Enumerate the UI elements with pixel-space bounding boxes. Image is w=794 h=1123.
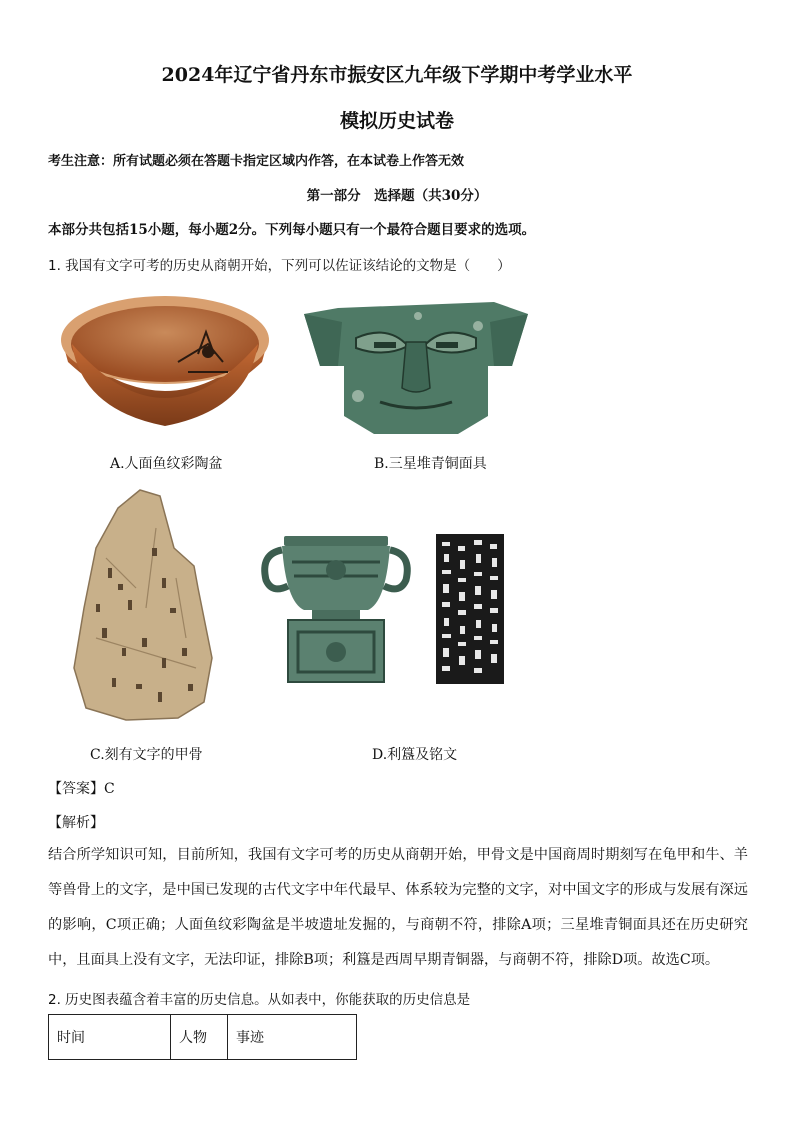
- document-title-line1: 2024年辽宁省丹东市振安区九年级下学期中考学业水平: [161, 64, 633, 86]
- pottery-basin-image: [58, 292, 272, 432]
- question-2-table: [48, 1014, 357, 1060]
- question-1-stem: 1. 我国有文字可考的历史从商朝开始，下列可以佐证该结论的文物是（ ）: [48, 258, 511, 274]
- document-title-line2: 模拟历史试卷: [339, 110, 454, 132]
- oracle-bone-image: [66, 488, 216, 722]
- table-header-person: 人物: [171, 1015, 228, 1060]
- option-b-caption: B.三星堆青铜面具: [374, 456, 487, 472]
- table-header-deeds: 事迹: [228, 1015, 357, 1060]
- option-a-caption: A.人面鱼纹彩陶盆: [110, 456, 223, 472]
- option-c-caption: C.刻有文字的甲骨: [90, 747, 203, 763]
- section-instruction: 本部分共包括15小题，每小题2分。下列每小题只有一个最符合题目要求的选项。: [48, 222, 536, 238]
- question-2-stem: 2. 历史图表蕴含着丰富的历史信息。从如表中，你能获取的历史信息是: [48, 992, 471, 1008]
- option-d-caption: D.利簋及铭文: [372, 747, 458, 763]
- section-title: 第一部分 选择题（共30分）: [306, 188, 488, 204]
- li-gui-vessel-image: [258, 536, 414, 684]
- answer-label: 【答案】C: [48, 781, 115, 797]
- table-header-time: 时间: [49, 1015, 171, 1060]
- inscription-rubbing-image: [436, 534, 504, 684]
- table-header-row: [49, 1015, 357, 1060]
- analysis-label: 【解析】: [48, 815, 104, 831]
- bronze-mask-image: [298, 296, 534, 436]
- analysis-paragraph: 结合所学知识可知，目前所知，我国有文字可考的历史从商朝开始，甲骨文是中国商周时期刻写在龟甲和牛、羊等兽骨上的文字，是中国已发现的古代文字中年代最早、体系较为完整的文字，对中国文字的形成与发展有深远的影响，C项正确；人面鱼纹彩陶盆是半坡遗址发掘的，与商朝不符，排除A项；三星堆青铜面具还在历史研究中，且面具上没有文字，无法印证，排除B项；利簋是西周早期青铜器，与商朝不符，排除D项。故选C项。: [48, 847, 748, 968]
- exam-notice: 考生注意：所有试题必须在答题卡指定区域内作答，在本试卷上作答无效: [48, 154, 465, 169]
